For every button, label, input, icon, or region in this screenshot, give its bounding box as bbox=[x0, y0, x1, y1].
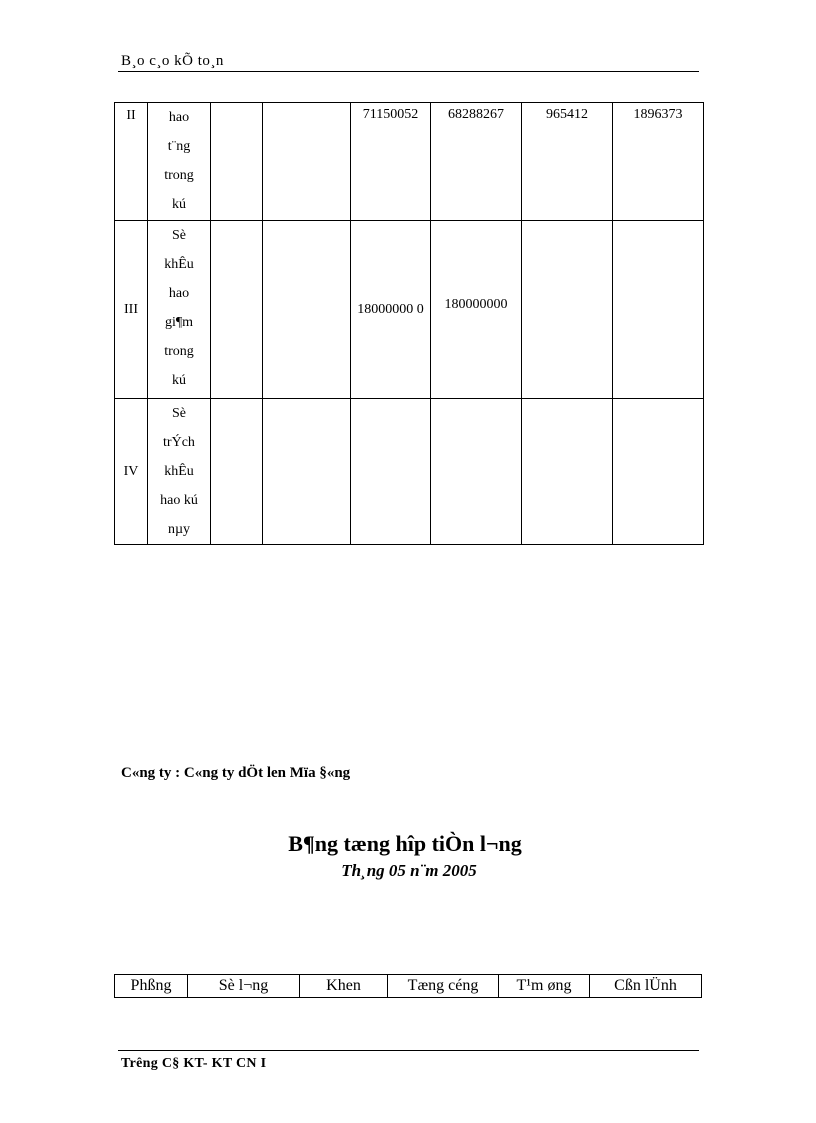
column-header: Sè l¬ng bbox=[188, 975, 300, 998]
column-header: T¹m øng bbox=[499, 975, 590, 998]
table-cell bbox=[522, 221, 613, 399]
table-cell: 965412 bbox=[522, 103, 613, 221]
table-cell bbox=[263, 399, 351, 545]
row-number: IV bbox=[115, 399, 148, 545]
table-cell: 180000000 bbox=[431, 221, 522, 399]
column-header: Khen bbox=[300, 975, 388, 998]
column-header: Cßn lÜnh bbox=[590, 975, 702, 998]
table-cell: 71150052 bbox=[351, 103, 431, 221]
table-cell: 1896373 bbox=[613, 103, 704, 221]
page-header-title: B¸o c¸o kÕ to¸n bbox=[121, 53, 224, 69]
table-cell bbox=[211, 221, 263, 399]
depreciation-table bbox=[114, 102, 704, 545]
table-cell: 68288267 bbox=[431, 103, 522, 221]
table-cell bbox=[351, 399, 431, 545]
footer-divider bbox=[118, 1050, 699, 1051]
table-cell bbox=[211, 103, 263, 221]
table-cell bbox=[263, 221, 351, 399]
column-header: Phßng bbox=[115, 975, 188, 998]
column-header: Tæng céng bbox=[388, 975, 499, 998]
page-subtitle: Th¸ng 05 n¨m 2005 bbox=[341, 861, 477, 880]
page-footer: Trêng C§ KT- KT CN I bbox=[121, 1056, 267, 1071]
company-name: C«ng ty : C«ng ty dÖt len Mïa §«ng bbox=[121, 765, 351, 781]
table-cell bbox=[522, 399, 613, 545]
payroll-summary-table bbox=[114, 974, 702, 998]
table-row bbox=[115, 103, 704, 221]
header-divider bbox=[118, 71, 699, 72]
table-row bbox=[115, 399, 704, 545]
row-description: hao t¨ng trong kú bbox=[148, 103, 211, 221]
row-number: III bbox=[115, 221, 148, 399]
table-header-row bbox=[115, 975, 702, 998]
page-title: B¶ng tæng hîp tiÒn l¬ng bbox=[288, 831, 522, 856]
table-cell bbox=[211, 399, 263, 545]
row-number: II bbox=[115, 103, 148, 221]
table-cell bbox=[613, 399, 704, 545]
row-description: Sè khÊu hao gi¶m trong kú bbox=[148, 221, 211, 399]
table-cell bbox=[263, 103, 351, 221]
row-description: Sè trÝch khÊu hao kú nµy bbox=[148, 399, 211, 545]
table-cell bbox=[613, 221, 704, 399]
table-row bbox=[115, 221, 704, 399]
table-cell bbox=[431, 399, 522, 545]
table-cell: 18000000 0 bbox=[351, 221, 431, 399]
